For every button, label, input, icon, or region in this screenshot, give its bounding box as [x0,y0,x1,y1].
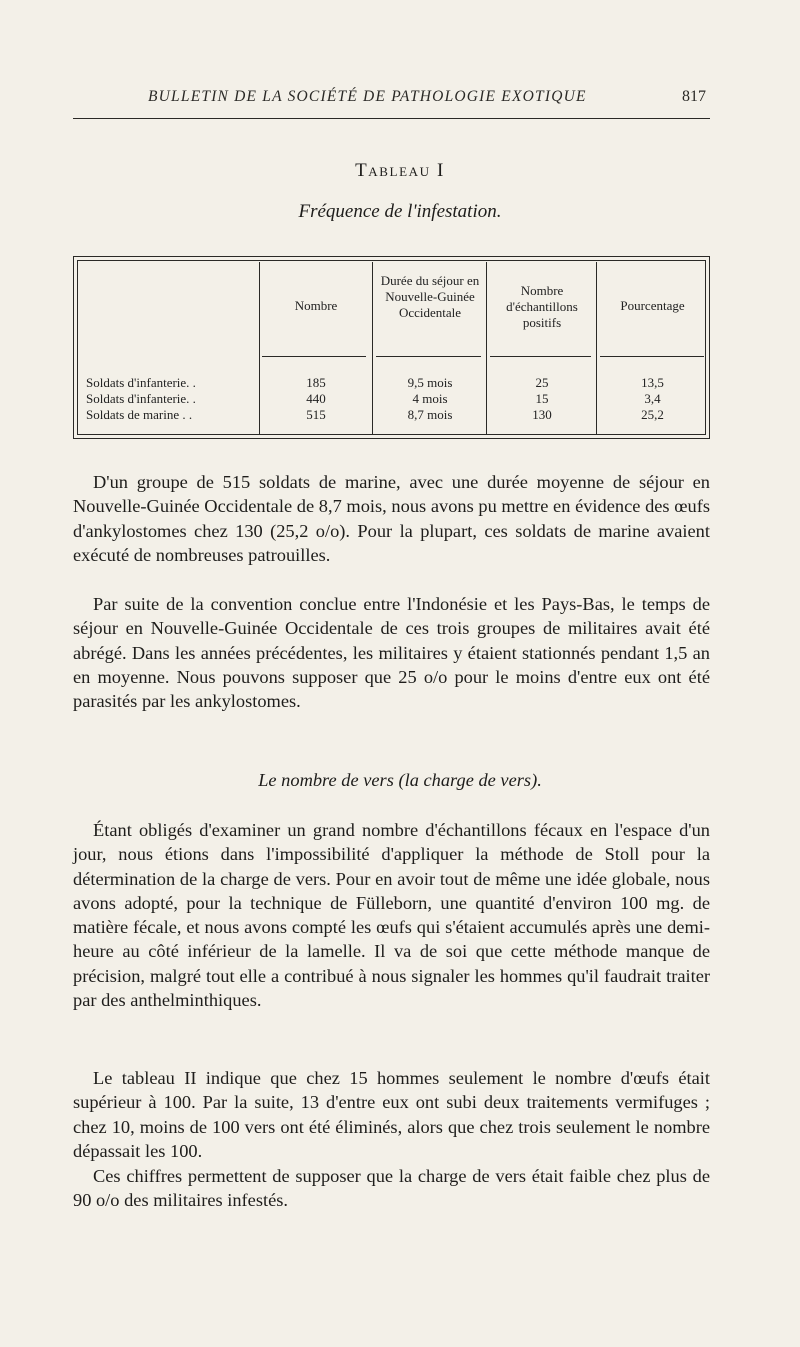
page-number: 817 [682,88,706,105]
paragraph [73,592,710,713]
cell-positifs: 25 [535,375,549,390]
cell-positifs: 130 [532,407,552,422]
table-row-label: Soldats d'infanterie. . [86,391,196,406]
cell-pourcentage: 3,4 [644,391,661,406]
cell-duree: 9,5 mois [407,375,453,390]
cell-duree: 4 mois [412,391,448,406]
cell-pourcentage: 25,2 [641,407,664,422]
paragraph-text: D'un groupe de 515 soldats de marine, avec une durée moyenne de séjour en Nouvelle-Guinée Occidentale de 8,7 mois, nous avons pu mettre en évidence des œufs d'ankylostomes chez 130 (25,2 o/o). Pour la plupart, ces soldats de marine avaient exécuté de nombreuses patrouilles. [73,472,710,565]
paragraph-text: Ces chiffres permettent de supposer que la charge de vers était faible chez plus de 90 o/o des militaires infestés. [73,1166,710,1211]
column-header-nombre: Nombre [294,298,338,313]
cell-pourcentage: 13,5 [641,375,664,390]
cell-positifs: 15 [535,391,549,406]
section-title: Le nombre de vers (la charge de vers). [258,770,542,790]
column-header-pourcentage: Pourcentage [620,298,685,313]
table-header-rule [262,356,366,357]
running-title: BULLETIN DE LA SOCIÉTÉ DE PATHOLOGIE EXOTIQUE [148,88,587,105]
table-header-rule [376,356,481,357]
cell-duree: 8,7 mois [407,407,453,422]
cell-nombre: 185 [306,375,326,390]
table-row-label: Soldats d'infanterie. . [86,375,196,390]
column-header-positifs: Nombre d'échantillons positifs [506,283,578,330]
table-title: Tableau I [355,160,445,181]
paragraph-text: Le tableau II indique que chez 15 hommes seulement le nombre d'œufs était supérieur à 100. Par la suite, 13 d'entre eux ont subi deux traitements vermifuges ; chez 10, moins de 100 vers ont été éliminés, alors que chez trois seulement le nombre dépassait les 100. [73,1068,710,1161]
table-column-divider [486,262,487,434]
paragraph [73,1164,710,1213]
paragraph [73,818,710,1012]
table-header-rule [600,356,704,357]
paragraph-text: Étant obligés d'examiner un grand nombre d'échantillons fécaux en l'espace d'un jour, nous étions dans l'impossibilité d'appliquer la méthode de Stoll pour la détermination de la charge de vers. Pour en avoir tout de même une idée globale, nous avons adopté, pour la technique de Fülleborn, une quantité d'environ 100 mg. de matière fécale, et nous avons compté les œufs qui s'étaient accumulés après une demi-heure au côté inférieur de la lamelle. Il va de soi que cette méthode manque de précision, malgré tout elle a contribué à nous signaler les hommes qu'il faudrait traiter par des anthelminthiques. [73,820,710,1011]
cell-nombre: 515 [306,407,326,422]
header-rule [73,118,710,119]
cell-nombre: 440 [306,391,326,406]
table-row-label: Soldats de marine . . [86,407,193,422]
table-column-divider [372,262,373,434]
paragraph [73,470,710,567]
paragraph [73,1066,710,1163]
table-subtitle: Fréquence de l'infestation. [298,201,502,222]
column-header-duree: Durée du séjour en Nouvelle-Guinée Occidentale [380,273,480,320]
paragraph-text: Par suite de la convention conclue entre l'Indonésie et les Pays-Bas, le temps de séjour en Nouvelle-Guinée Occidentale de ces trois groupes de militaires avait été abrégé. Dans les années précédentes, les militaires y étaient stationnés pendant 1,5 an en moyenne. Nous pouvons supposer que 25 o/o pour le moins d'entre eux ont été parasités par les ankylostomes. [73,594,710,712]
table-header-rule [490,356,591,357]
